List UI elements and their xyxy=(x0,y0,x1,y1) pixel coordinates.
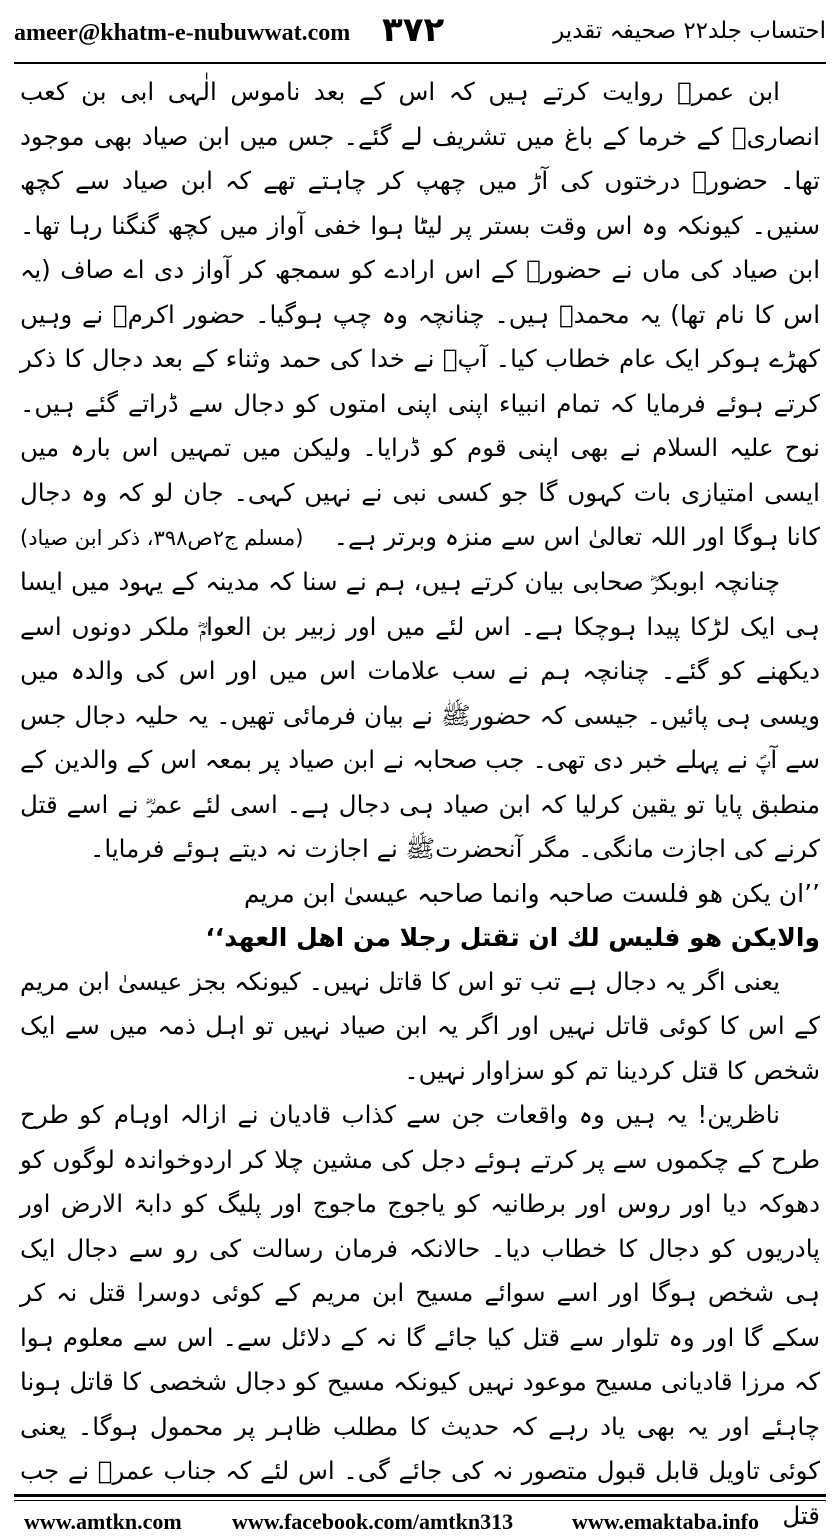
page-footer xyxy=(0,1501,840,1540)
header-divider xyxy=(14,62,826,64)
paragraph-1: ابن عمرؓ روایت کرتے ہیں کہ اس کے بعد ناموس الٰہی ابی بن کعب انصاریؓ کے خرما کے باغ میں تشریف لے گئے۔ جس میں ابن صیاد بھی موجود تھا۔ حضورﷺ درختوں کی آڑ میں چھپ کر چاہتے تھے کہ ابن صیاد سے کچھ سنیں۔ کیونکہ وہ اس وقت بستر پر لیٹا ہوا خفی آواز میں کچھ گنگنا رہا تھا۔ ابن صیاد کی ماں نے حضورﷺ کے اس ارادے کو سمجھ کر آواز دی اے صاف (یہ اس کا نام تھا) یہ محمدﷺ ہیں۔ چنانچہ وہ چپ ہوگیا۔ حضور اکرمﷺ نے وہیں کھڑے ہوکر ایک عام خطاب کیا۔ آپؐ نے خدا کی حمد وثناء کے بعد دجال کا ذکر کرتے ہوئے فرمایا کہ تمام انبیاء اپنی اپنی امتوں کو دجال سے ڈراتے گئے ہیں۔ نوح علیہ السلام نے بھی اپنی قوم کو ڈرایا۔ ولیکن میں تمہیں اس بارہ میں ایسی امتیازی بات کہوں گا جو کسی نبی نے نہیں کہی۔ جان لو کہ وہ دجال کانا ہوگا اور اللہ تعالیٰ اس سے منزہ وبرتر ہے۔ xyxy=(20,77,820,551)
book-title: احتساب جلد۲۲ صحیفہ تقدیر xyxy=(553,18,826,44)
footer-divider-thick xyxy=(14,1494,826,1497)
footer-link-emaktaba[interactable]: www.emaktaba.info xyxy=(572,1509,760,1534)
page-header xyxy=(0,0,840,66)
footer-link-facebook[interactable]: www.facebook.com/amtkn313 xyxy=(232,1509,514,1534)
arabic-quote-line-1: ’’ان یکن ھو فلست صاحبہ وانما صاحبہ عیسیٰ ابن مریم xyxy=(243,878,820,908)
header-email: ameer@khatm-e-nubuwwat.com xyxy=(14,20,351,46)
reference-citation: (مسلم ج۲ص۳۹۸، ذکر ابن صیاد) xyxy=(20,525,304,550)
footer-link-amtkn[interactable]: www.amtkn.com xyxy=(24,1509,182,1534)
page-number: ۳۷۲ xyxy=(382,10,445,50)
paragraph-4: ناظرین! یہ ہیں وہ واقعات جن سے کذاب قادیان نے ازالہ اوہام کو طرح طرح کے چکموں سے پر کرتے ہوئے دجل کی مشین چلا کر اردوخواندہ لوگوں کو دھوکہ دیا اور روس اور برطانیہ کو یاجوج ماجوج اور پلیگ کو دابۃ الارض اور پادریوں کو دجال کا خطاب دیا۔ حالانکہ فرمان رسالت کی رو سے دجال ایک ہی شخص ہوگا اور اسے سوائے مسیح ابن مریم کے کوئی دوسرا قتل نہ کر سکے گا اور وہ تلوار سے قتل کیا جائے گا نہ کے دلائل سے۔ اس سے معلوم ہوا کہ مرزا قادیانی مسیح موعود نہیں کیونکہ مسیح کو دجال شخصی کا قاتل ہونا چاہئے اور یہ بھی یاد رہے کہ حدیث کا مطلب ظاہر پر محمول ہوگا۔ یعنی کوئی تاویل قابل قبول متصور نہ کی جائے گی۔ اس لئے کہ جناب عمرؓ نے جب قتل xyxy=(20,1100,820,1530)
arabic-quote-line-2: والایکن ھو فلیس لك ان تقتل رجلا من اھل العھد‘‘ xyxy=(205,922,820,952)
paragraph-2: چنانچہ ابوبکرؓ صحابی بیان کرتے ہیں، ہم نے سنا کہ مدینہ کے یہود میں ایسا ہی ایک لڑکا پیدا ہوچکا ہے۔ اس لئے میں اور زبیر بن العوامؓ ملکر دونوں اسے دیکھنے کو گئے۔ چنانچہ ہم نے سب علامات اس میں اور اس کی والدہ میں ویسی ہی پائیں۔ جیسی کہ حضورﷺ نے بیان فرمائی تھیں۔ یہ حلیہ دجال جس سے آپؐ نے پہلے خبر دی تھی۔ جب صحابہ نے ابن صیاد پر بمعہ اس کے والدین کے منطبق پایا تو یقین کرلیا کہ ابن صیاد ہی دجال ہے۔ اسی لئے عمرؓ نے اسے قتل کرنے کی اجازت مانگی۔ مگر آنحضرتﷺ نے اجازت نہ دیتے ہوئے فرمایا۔ xyxy=(20,567,820,863)
page-body xyxy=(20,70,820,1538)
paragraph-3: یعنی اگر یہ دجال ہے تب تو اس کا قاتل نہیں۔ کیونکہ بجز عیسیٰ ابن مریم کے اس کا کوئی قاتل نہیں اور اگر یہ ابن صیاد نہیں تو اہل ذمہ میں سے ایک شخص کا قتل کردینا تم کو سزاوار نہیں۔ xyxy=(20,966,820,1085)
